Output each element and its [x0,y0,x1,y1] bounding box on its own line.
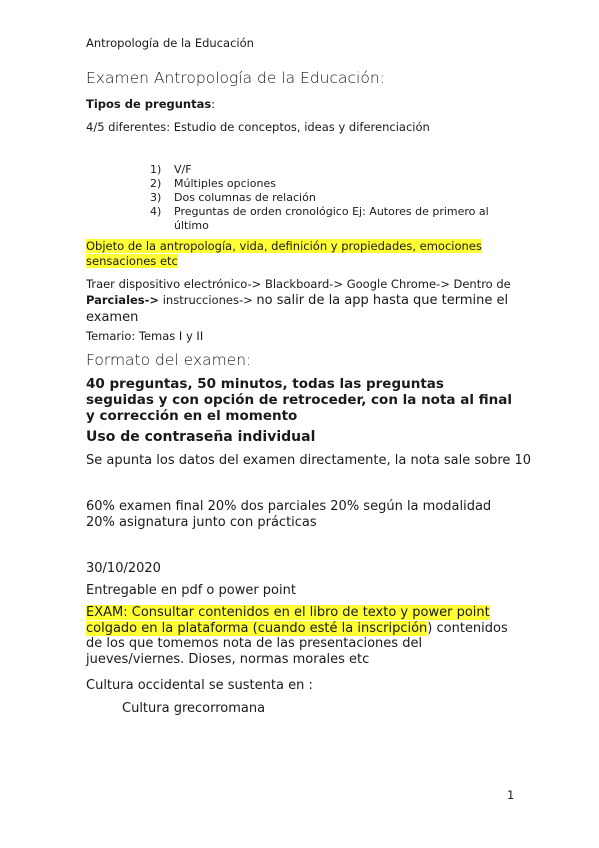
question-types-heading: Tipos de preguntas [86,97,212,111]
list-text: V/F [174,163,192,176]
syllabus-line: Temario: Temas I y II [86,329,204,343]
list-item [150,191,520,205]
question-types-colon: : [211,97,216,111]
western-culture-line: Cultura occidental se sustenta en : [86,678,313,693]
list-item [150,163,520,177]
list-number: 1) [150,163,162,176]
date-line: 30/10/2020 [86,561,161,576]
device-instructions-paragraph [86,276,516,326]
page-header: Antropología de la Educación [86,36,254,50]
instructions-text: Traer dispositivo electrónico-> Blackboard-> Google Chrome-> Dentro de [86,277,511,291]
list-item [150,177,520,191]
greco-roman-line: Cultura grecorromana [122,701,266,716]
exam-content-text: ) contenidos de los que tomemos nota de las presentaciones del jueves/viernes. Dioses, normas morales etc [86,620,508,667]
list-text: Dos columnas de relación [174,191,316,204]
exam-title: Examen Antropología de la Educación: [86,69,385,87]
question-types-description: 4/5 diferentes: Estudio de conceptos, ideas y diferenciación [86,120,430,134]
exam-object-paragraph [86,239,506,269]
list-text: Preguntas de orden cronológico Ej: Autores de primero al último [174,205,489,232]
question-types-list [150,163,520,233]
exam-content-paragraph [86,605,516,667]
instructions-bold-text: Parciales-> [86,293,160,307]
question-types-label [86,97,215,111]
instructions-warning: no salir de la app hasta que termine el examen [86,293,509,325]
format-description: 40 preguntas, 50 minutos, todas las preguntas seguidas y con opción de retroceder, con la nota al final y corrección en el momento [86,376,513,424]
highlighted-text: EXAM: Consultar contenidos en el libro de texto y power point colgado en la plataforma (cuando esté la inscripción [86,605,490,636]
page-number: 1 [507,788,515,802]
list-number: 4) [150,205,162,218]
list-number: 2) [150,177,162,190]
grade-weights: 60% examen final 20% dos parciales 20% según la modalidad 20% asignatura junto con prácticas [86,499,492,530]
highlighted-text: Objeto de la antropología, vida, definición y propiedades, emociones sensaciones etc [86,239,482,268]
list-text: Múltiples opciones [174,177,276,190]
instructions-text: instrucciones-> [159,293,257,307]
list-item [150,205,520,233]
password-note: Uso de contraseña individual [86,429,316,445]
format-heading: Formato del examen: [86,351,252,369]
deliverable-line: Entregable en pdf o power point [86,583,296,598]
grading-note: Se apunta los datos del examen directamente, la nota sale sobre 10 [86,453,532,468]
list-number: 3) [150,191,162,204]
